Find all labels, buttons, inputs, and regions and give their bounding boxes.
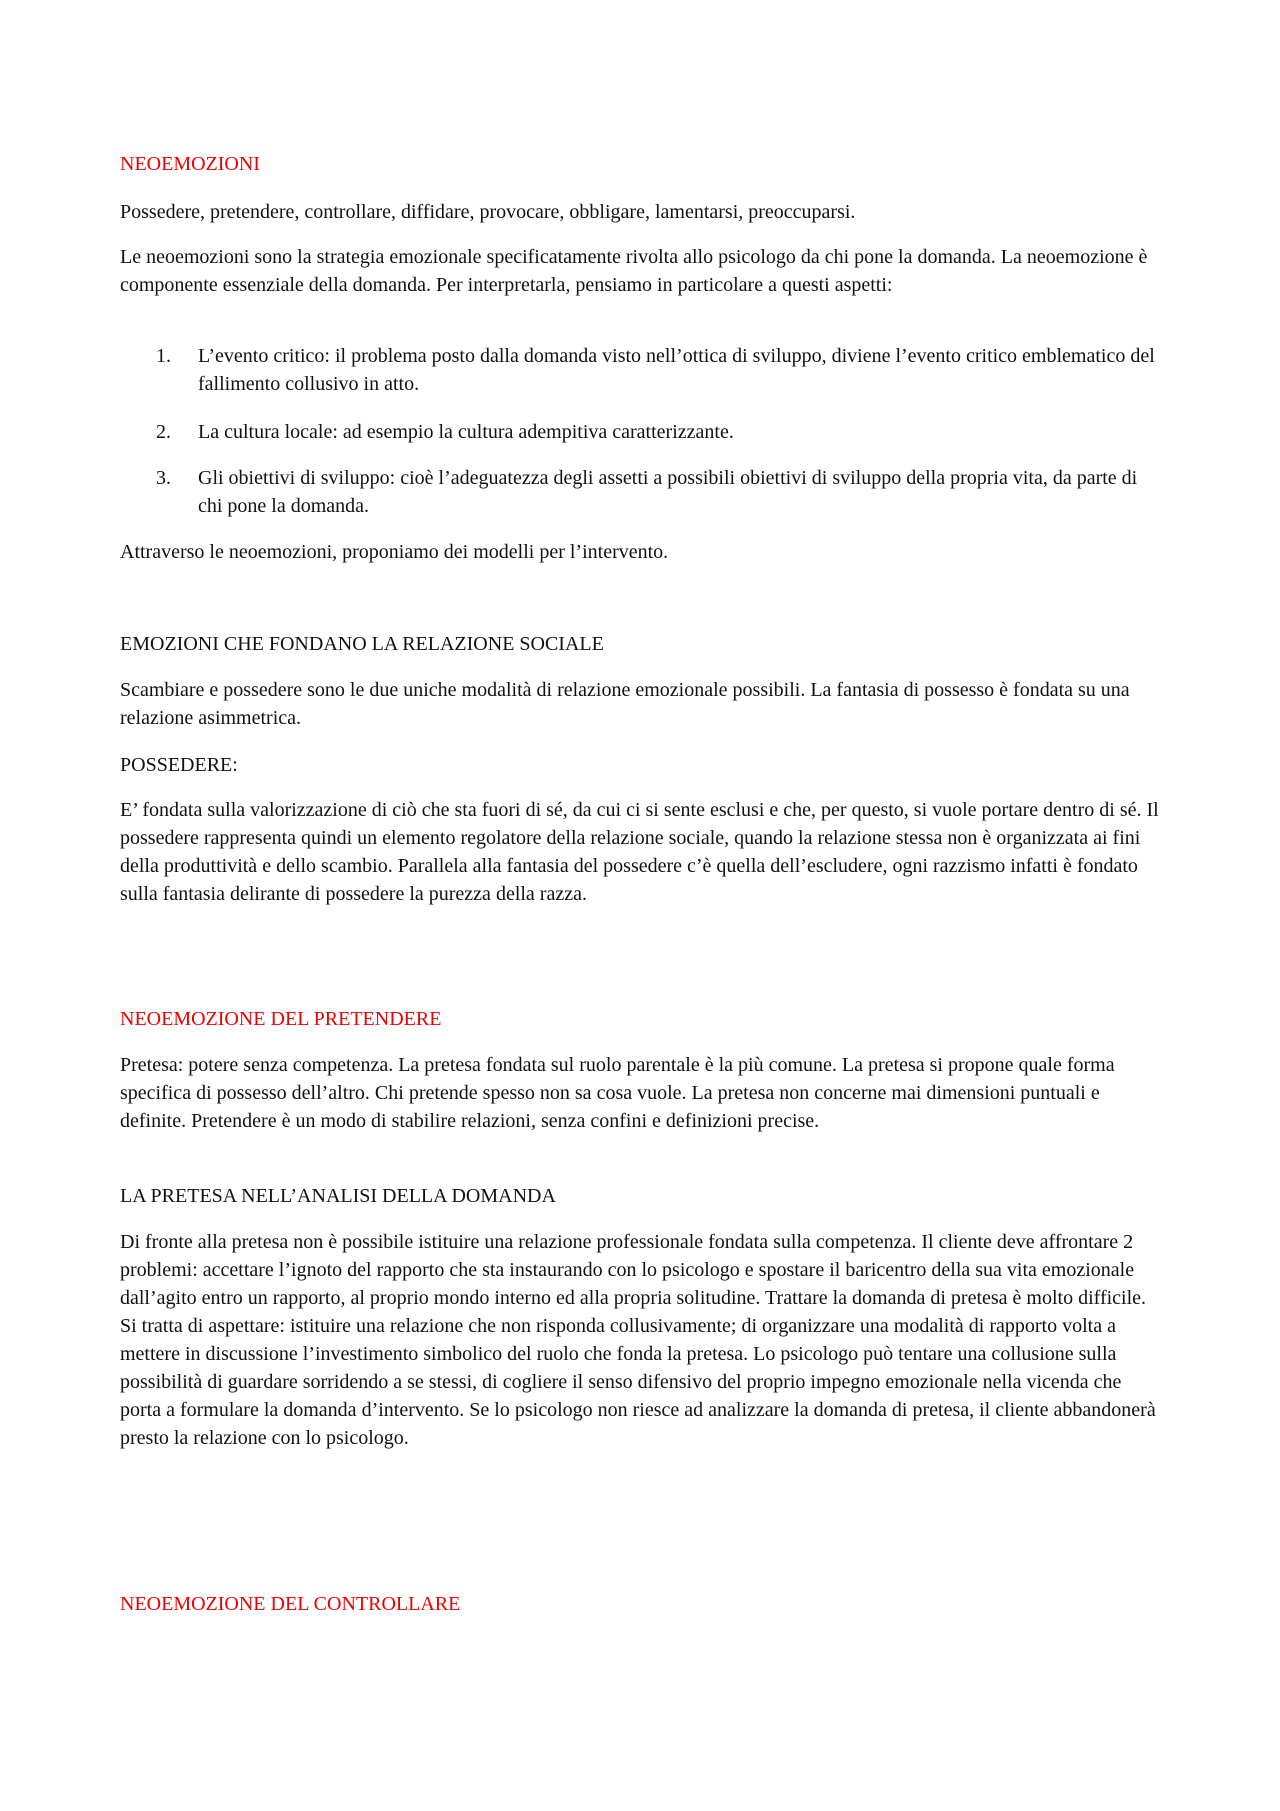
list-text: La cultura locale: ad esempio la cultura adempitiva caratterizzante. <box>198 421 734 443</box>
subheading-possedere: POSSEDERE: <box>120 754 238 776</box>
list-number: 2. <box>156 421 171 443</box>
list-number: 1. <box>156 345 171 367</box>
list-text: L’evento critico: il problema posto dalla domanda visto nell’ottica di sviluppo, diviene l’evento critico emblematico del fallimento collusivo in atto. <box>198 345 1155 395</box>
paragraph-neoemozioni-definition: Le neoemozioni sono la strategia emozionale specificatamente rivolta allo psicologo da chi pone la domanda. La neoemozione è componente essenziale della domanda. Per interpretarla, pensiamo in particolare a questi aspetti: <box>120 246 1148 296</box>
list-number: 3. <box>156 467 171 489</box>
paragraph-neoemozioni-list: Possedere, pretendere, controllare, diffidare, provocare, obbligare, lamentarsi, preoccuparsi. <box>120 201 856 223</box>
subheading-pretesa-analisi: LA PRETESA NELL’ANALISI DELLA DOMANDA <box>120 1185 556 1207</box>
paragraph-pretesa-analisi: Di fronte alla pretesa non è possibile istituire una relazione professionale fondata sulla competenza. Il cliente deve affrontare 2 problemi: accettare l’ignoto del rapporto che sta instaurando con lo psicologo e spostare il baricentro della sua vita emozionale dall’agito entro un rapporto, al proprio mondo interno ed alla propria solitudine. Trattare la domanda di pretesa è molto difficile. Si tratta di aspettare: istituire una relazione che non risponda collusivamente; di organizzare una modalità di rapporto volta a mettere in discussione l’investimento simbolico del ruolo che fonda la pretesa. Lo psicologo può tentare una collusione sulla possibilità di guardare sorridendo a se stessi, di cogliere il senso difensivo del proprio impegno emozionale nella vicenda che porta a formulare la domanda d’intervento. Se lo psicologo non riesce ad analizzare la domanda di pretesa, il cliente abbandonerà presto la relazione con lo psicologo. <box>120 1231 1156 1449</box>
list-text: Gli obiettivi di sviluppo: cioè l’adeguatezza degli assetti a possibili obiettivi di sviluppo della propria vita, da parte di chi pone la domanda. <box>198 467 1138 517</box>
paragraph-scambiare-possedere: Scambiare e possedere sono le due uniche modalità di relazione emozionale possibili. La fantasia di possesso è fondata su una relazione asimmetrica. <box>120 679 1130 729</box>
heading-pretendere: NEOEMOZIONE DEL PRETENDERE <box>120 1008 442 1030</box>
heading-relazione-sociale: EMOZIONI CHE FONDANO LA RELAZIONE SOCIALE <box>120 633 604 655</box>
heading-controllare: NEOEMOZIONE DEL CONTROLLARE <box>120 1593 461 1615</box>
paragraph-possedere: E’ fondata sulla valorizzazione di ciò che sta fuori di sé, da cui ci si sente esclusi e che, per questo, si vuole portare dentro di sé. Il possedere rappresenta quindi un elemento regolatore della relazione sociale, quando la relazione stessa non è organizzata ai fini della produttività e dello scambio. Parallela alla fantasia del possedere c’è quella dell’escludere, ogni razzismo infatti è fondato sulla fantasia delirante di possedere la purezza della razza. <box>120 799 1159 905</box>
paragraph-neoemozioni-closing: Attraverso le neoemozioni, proponiamo dei modelli per l’intervento. <box>120 541 669 563</box>
heading-neoemozioni: NEOEMOZIONI <box>120 153 260 175</box>
paragraph-pretesa: Pretesa: potere senza competenza. La pretesa fondata sul ruolo parentale è la più comune. La pretesa si propone quale forma specifica di possesso dell’altro. Chi pretende spesso non sa cosa vuole. La pretesa non concerne mai dimensioni puntuali e definite. Pretendere è un modo di stabilire relazioni, senza confini e definizioni precise. <box>120 1054 1115 1132</box>
